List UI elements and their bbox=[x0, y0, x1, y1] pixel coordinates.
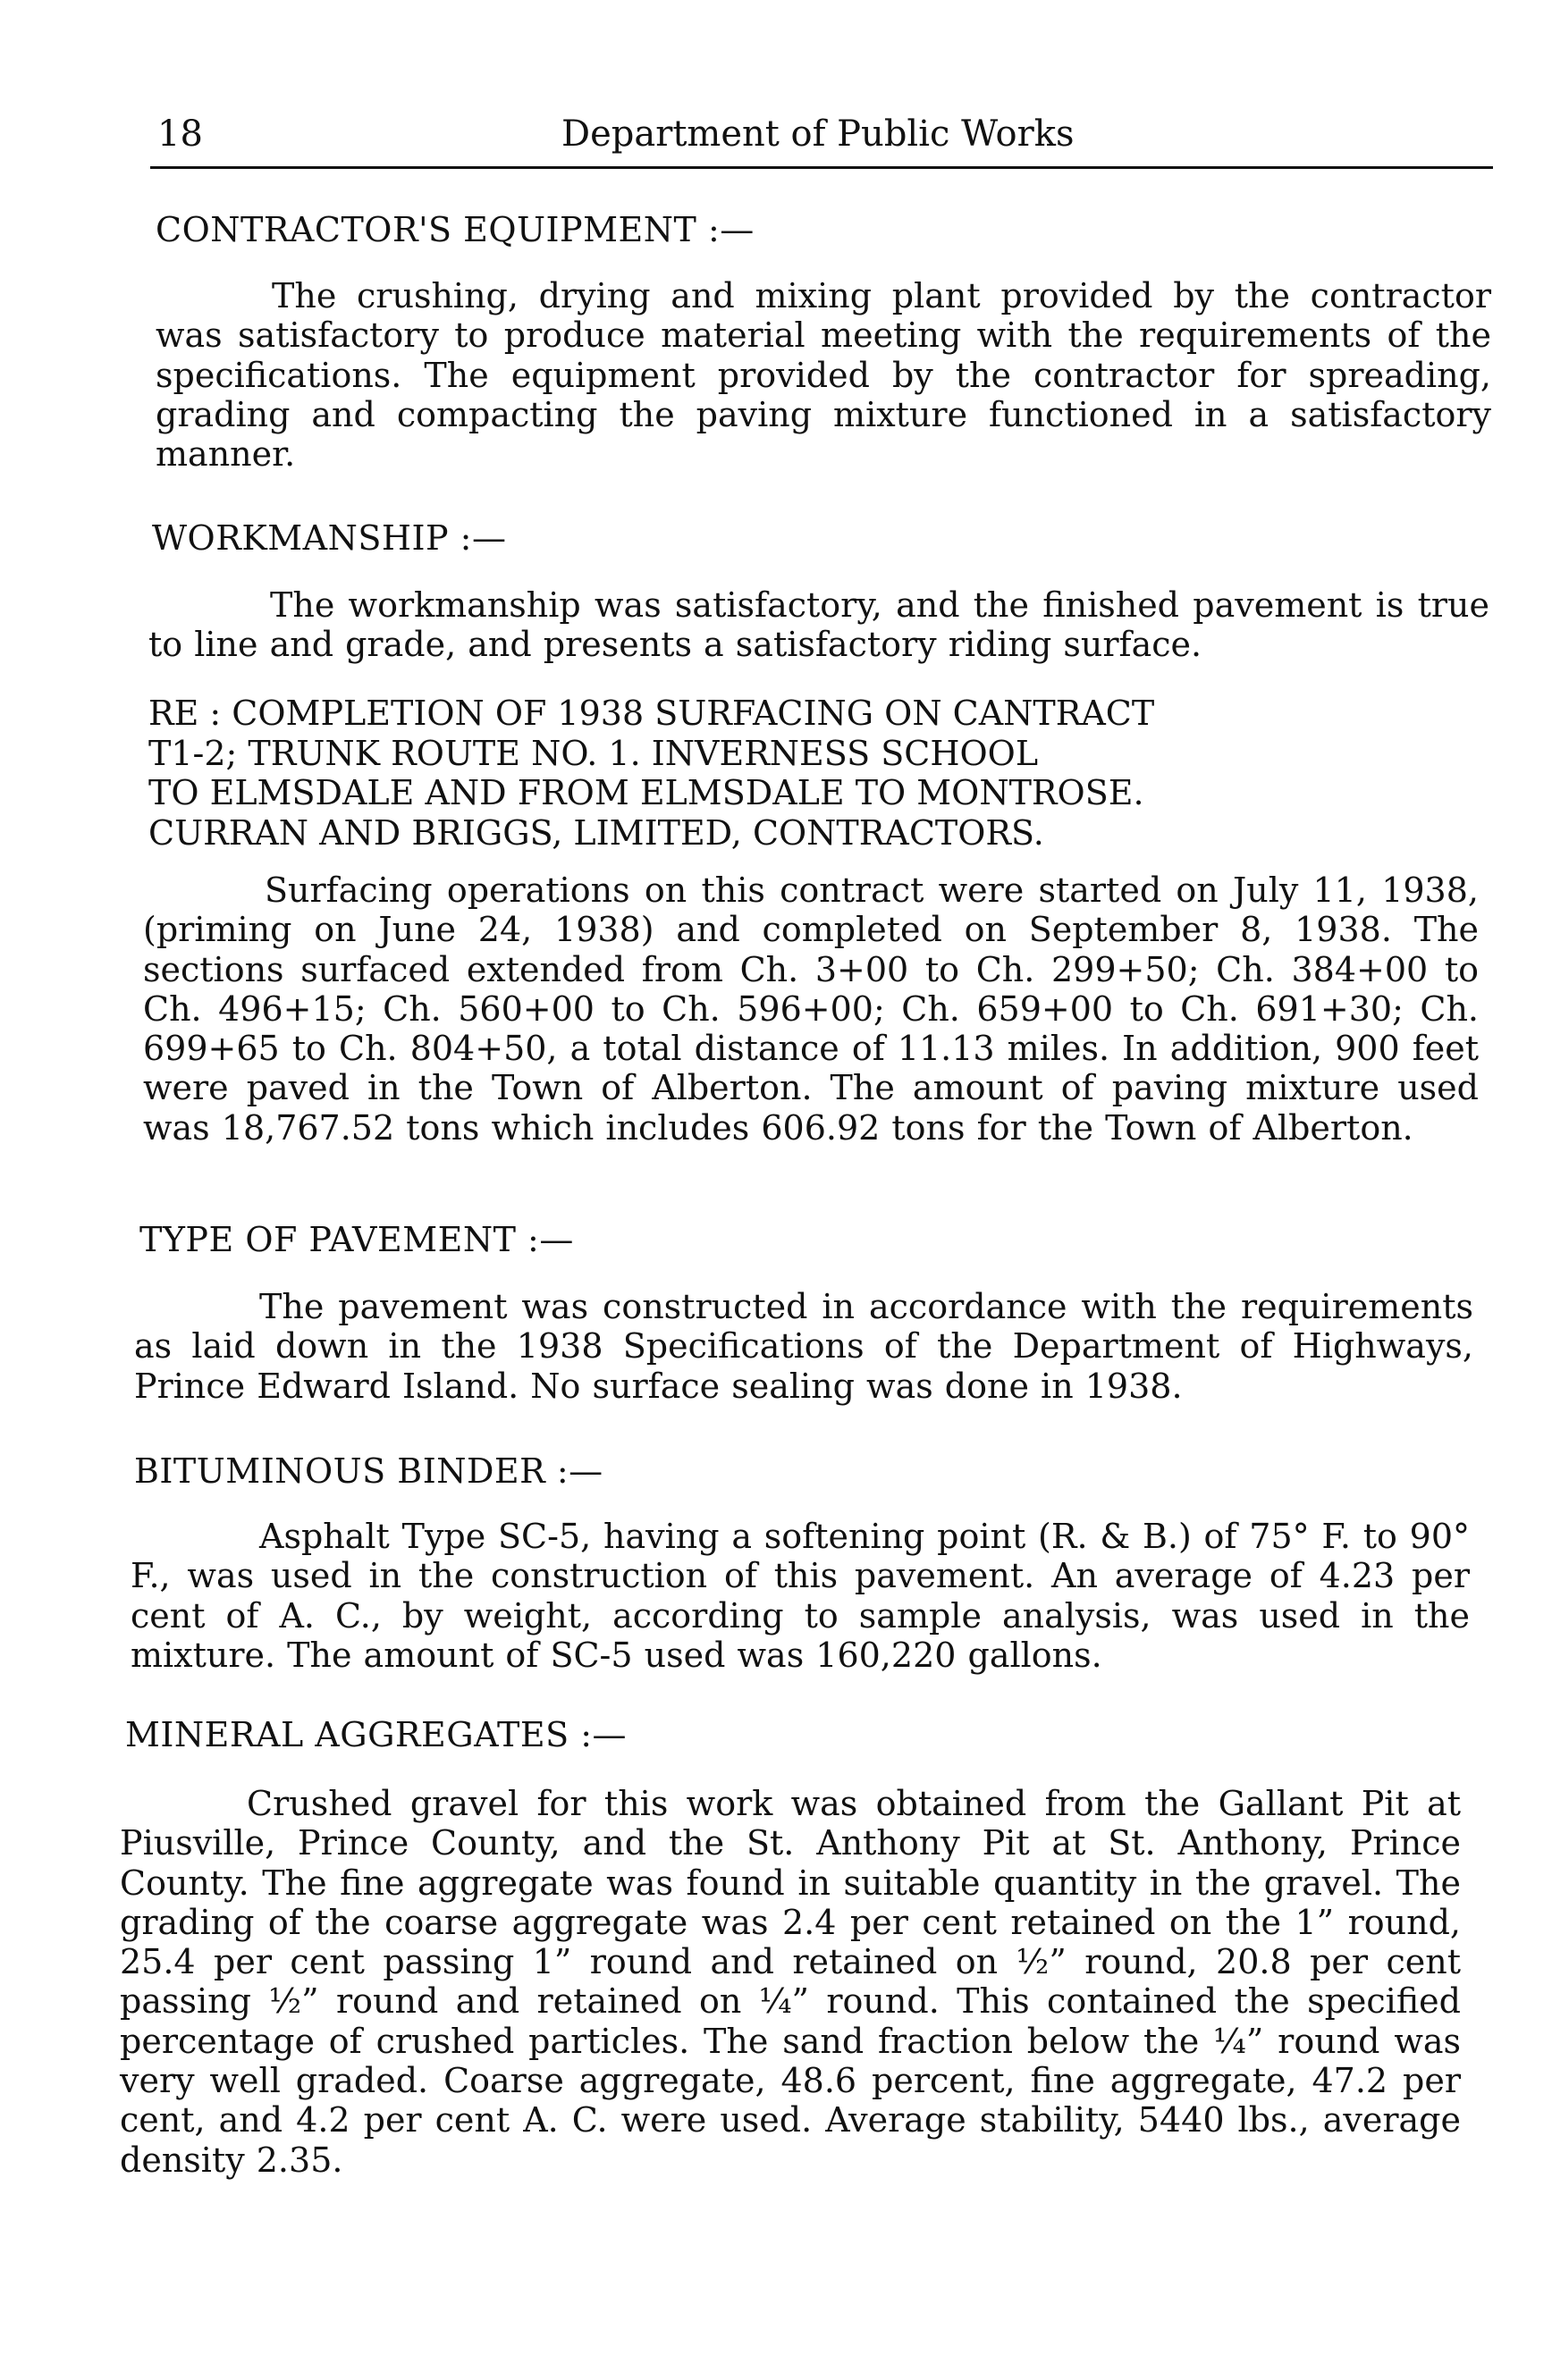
section-body-contractors-equipment: The crushing, drying and mixing plant provided by the contractor was satisfactory to produce material meeting with the requirements of the specifications. The equipment provided by the contractor for spreading, grading and compacting the paving mixture functioned in a satisfactory manner. bbox=[156, 276, 1491, 475]
section-heading-mineral-aggregates: MINERAL AGGREGATES :— bbox=[125, 1715, 627, 1754]
section-body-mineral-aggregates: Crushed gravel for this work was obtained from the Gallant Pit at Piusville, Prince County, and the St. Anthony Pit at St. Anthony, Prince County. The fine aggregate was found in suitable quantity in the gravel. The grading of the coarse aggregate was 2.4 per cent retained on the 1” round, 25.4 per cent passing 1” round and retained on ½” round, 20.8 per cent passing ½” round and retained on ¼” round. This contained the specified percentage of crushed particles. The sand fraction below the ¼” round was very well graded. Coarse aggregate, 48.6 percent, fine aggregate, 47.2 per cent, and 4.2 per cent A. C. were used. Average stability, 5440 lbs., average density 2.35. bbox=[120, 1784, 1461, 2180]
section-heading-type-of-pavement: TYPE OF PAVEMENT :— bbox=[139, 1220, 574, 1259]
running-title: Department of Public Works bbox=[561, 114, 1075, 155]
section-body-bituminous-binder: Asphalt Type SC-5, having a softening point (R. & B.) of 75° F. to 90° F., was used in the construction of this pavement. An average of 4.23 per cent of A. C., by weight, according to sample analysis, was used in the mixture. The amount of SC-5 used was 160,220 gallons. bbox=[131, 1517, 1470, 1675]
header-rule bbox=[150, 166, 1493, 169]
section-heading-contractors-equipment: CONTRACTOR'S EQUIPMENT :— bbox=[156, 210, 755, 249]
section-heading-re-completion: RE : COMPLETION OF 1938 SURFACING ON CANTRACT T1-2; TRUNK ROUTE NO. 1. INVERNESS SCHOOL TO ELMSDALE AND FROM ELMSDALE TO MONTROSE. CURRAN AND BRIGGS, LIMITED, CONTRACTORS. bbox=[148, 694, 1155, 853]
section-heading-bituminous-binder: BITUMINOUS BINDER :— bbox=[134, 1451, 603, 1491]
page-number: 18 bbox=[157, 114, 203, 155]
section-body-workmanship: The workmanship was satisfactory, and the finished pavement is true to line and grade, and presents a satisfactory riding surface. bbox=[148, 585, 1489, 665]
section-body-type-of-pavement: The pavement was constructed in accordance with the requirements as laid down in the 1938 Specifications of the Department of Highways, Prince Edward Island. No surface sealing was done in 1938. bbox=[134, 1287, 1473, 1406]
section-body-re-completion: Surfacing operations on this contract were started on July 11, 1938, (priming on June 24, 1938) and completed on September 8, 1938. The sections surfaced extended from Ch. 3+00 to Ch. 299+50; Ch. 384+00 to Ch. 496+15; Ch. 560+00 to Ch. 596+00; Ch. 659+00 to Ch. 691+30; Ch. 699+65 to Ch. 804+50, a total distance of 11.13 miles. In addition, 900 feet were paved in the Town of Alberton. The amount of paving mixture used was 18,767.52 tons which includes 606.92 tons for the Town of Alberton. bbox=[143, 870, 1479, 1148]
running-header bbox=[150, 105, 1491, 163]
section-heading-workmanship: WORKMANSHIP :— bbox=[152, 518, 507, 558]
